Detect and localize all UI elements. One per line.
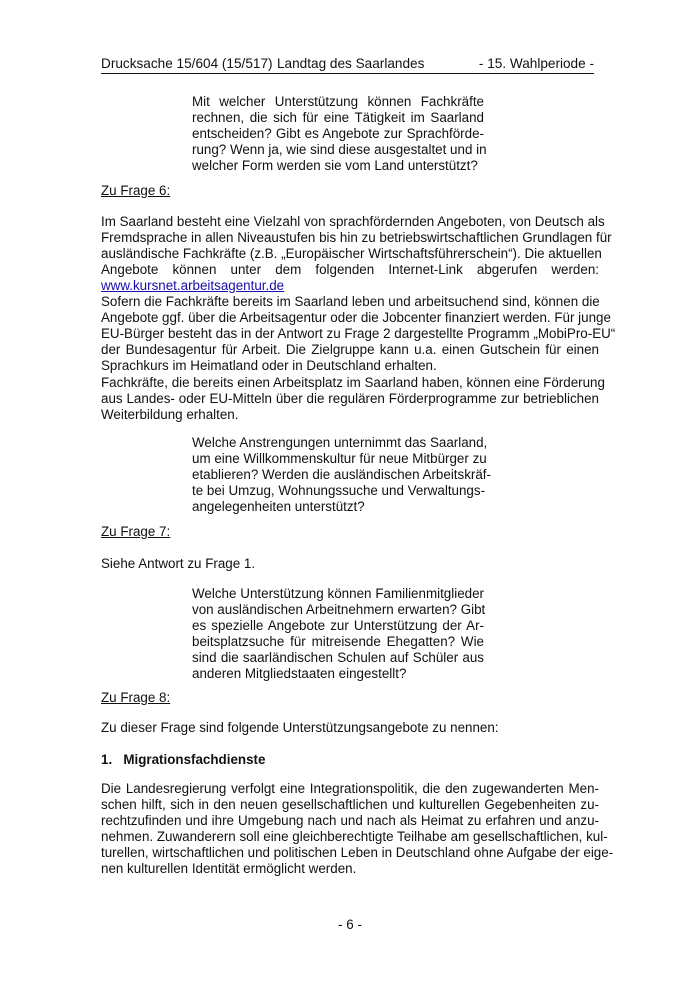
answer-8-paragraph — [101, 781, 614, 877]
question-line: etablieren? Werden die ausländischen Arbeitskräf- — [192, 467, 491, 482]
paragraph-line: turellen, wirtschaftlichen und politischen Leben in Deutschland ohne Aufgabe der eige- — [101, 845, 614, 860]
paragraph-line: Weiterbildung erhalten. — [101, 407, 239, 422]
question-line: sind die saarländischen Schulen auf Schüler aus — [192, 650, 484, 665]
paragraph-line: ausländische Fachkräfte (z.B. „Europäischer Wirtschaftsführerschein“). Die aktuellen — [101, 246, 602, 261]
question-line: rechnen, die sich für eine Tätigkeit im Saarland — [192, 110, 484, 125]
paragraph-line: Sprachkurs im Heimatland oder in Deutschland erhalten. — [101, 358, 437, 373]
question-line: welcher Form werden sie vom Land unterstützt? — [192, 158, 478, 173]
answer-8-heading: Zu Frage 8: — [101, 690, 171, 705]
question-line: um eine Willkommenskultur für neue Mitbürger zu — [192, 451, 487, 466]
paragraph-line: Die Landesregierung verfolgt eine Integrationspolitik, die den zugewanderten Men- — [101, 781, 599, 796]
paragraph-line: nehmen. Zuwanderern soll eine gleichberechtigte Teilhabe am gesellschaftlichen, kul- — [101, 829, 608, 844]
paragraph-line: aus Landes- oder EU-Mitteln über die regulären Förderprogramme zur betrieblichen — [101, 391, 599, 406]
paragraph-line: rechtzufinden und ihre Umgebung nach und nach als Heimat zu erfahren und anzu- — [101, 813, 599, 828]
page-header — [101, 56, 594, 74]
answer-7-text: Siehe Antwort zu Frage 1. — [101, 556, 256, 571]
paragraph-line: EU-Bürger besteht das in der Antwort zu Frage 2 dargestellte Programm „MobiPro-EU“ — [101, 326, 616, 341]
question-line: Welche Unterstützung können Familienmitglieder — [192, 586, 484, 601]
header-parliament: Landtag des Saarlandes — [277, 56, 425, 71]
question-7 — [192, 435, 491, 515]
paragraph-line: nen kulturellen Identität ermöglicht werden. — [101, 861, 357, 876]
answer-7-heading: Zu Frage 7: — [101, 524, 171, 539]
question-line: entscheiden? Gibt es Angebote zur Sprachförde- — [192, 126, 484, 141]
kursnet-link[interactable]: www.kursnet.arbeitsagentur.de — [101, 278, 285, 293]
paragraph-line: Angebote ggf. über die Arbeitsagentur oder die Jobcenter finanziert werden. Für junge — [101, 310, 611, 325]
paragraph-line: schen hilft, sich in den neuen gesellschaftlichen und kulturellen Gegebenheiten zu- — [101, 797, 599, 812]
question-line: te bei Umzug, Wohnungssuche und Verwaltungs- — [192, 483, 486, 498]
paragraph-line: Im Saarland besteht eine Vielzahl von sprachfördernden Angeboten, von Deutsch als — [101, 214, 605, 229]
question-line: Welche Anstrengungen unternimmt das Saarland, — [192, 435, 488, 450]
question-line: beitsplatzsuche für mitreisende Ehegatten? Wie — [192, 634, 484, 649]
question-line: angelegenheiten unterstützt? — [192, 499, 365, 514]
answer-6-paragraph-1 — [101, 214, 616, 374]
question-line: es spezielle Angebote zur Unterstützung der Ar- — [192, 618, 484, 633]
paragraph-line: Fremdsprache in allen Niveaustufen bis hin zu betriebswirtschaftlichen Grundlagen für — [101, 230, 612, 245]
question-6 — [192, 94, 487, 174]
question-line: von ausländischen Arbeitnehmern erwarten? Gibt — [192, 602, 486, 617]
paragraph-line: Sofern die Fachkräfte bereits im Saarland leben und arbeitsuchend sind, können die — [101, 294, 600, 309]
question-line: Mit welcher Unterstützung können Fachkräfte — [192, 94, 484, 109]
header-legislative-period: - 15. Wahlperiode - — [478, 56, 594, 71]
paragraph-line: Angebote können unter dem folgenden Internet-Link abgerufen werden: — [101, 262, 599, 277]
answer-6-heading: Zu Frage 6: — [101, 183, 171, 198]
paragraph-line: der Bundesagentur für Arbeit. Die Zielgruppe kann u.a. einen Gutschein für einen — [101, 342, 599, 357]
link-line — [101, 278, 599, 294]
question-line: anderen Mitgliedstaaten eingestellt? — [192, 666, 407, 681]
paragraph-line: Fachkräfte, die bereits einen Arbeitsplatz im Saarland haben, können eine Förderung — [101, 375, 605, 390]
answer-8-intro: Zu dieser Frage sind folgende Unterstützungsangebote zu nennen: — [101, 720, 499, 735]
header-document-number: Drucksache 15/604 (15/517) — [101, 56, 273, 71]
answer-6-paragraph-3 — [101, 375, 605, 423]
question-line: rung? Wenn ja, wie sind diese ausgestaltet und in — [192, 142, 487, 157]
question-8 — [192, 586, 484, 682]
section-title-migrationsfachdienste: 1. Migrationsfachdienste — [101, 752, 266, 767]
page-number: - 6 - — [338, 917, 362, 932]
